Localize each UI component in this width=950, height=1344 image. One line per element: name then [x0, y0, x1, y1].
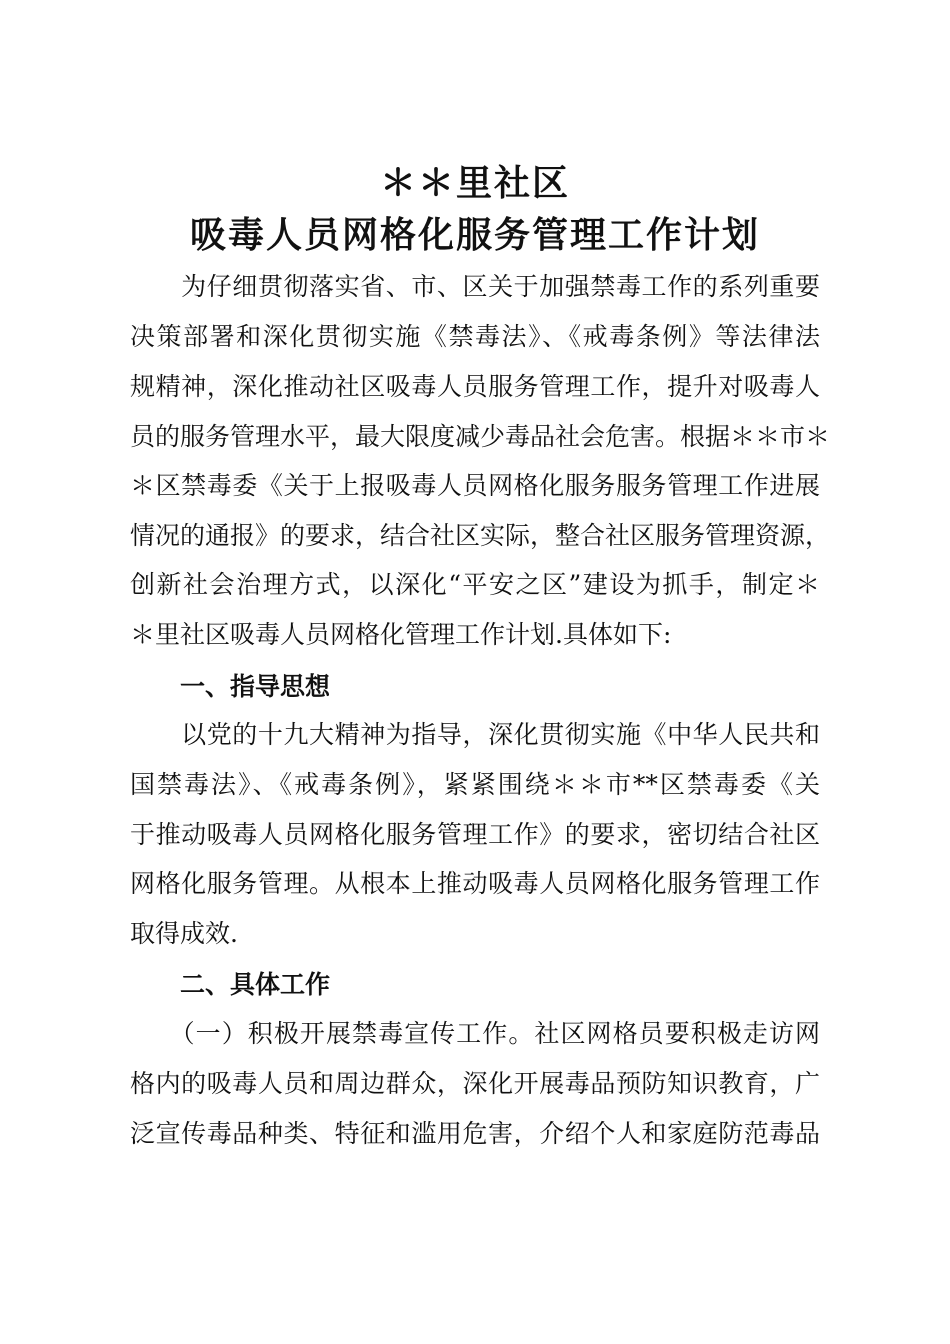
section-line: 泛宣传毒品种类、特征和滥用危害，介绍个人和家庭防范毒品: [130, 1119, 820, 1148]
document-title-line-2: 吸毒人员网格化服务管理工作计划: [189, 215, 760, 256]
section-line: 格内的吸毒人员和周边群众，深化开展毒品预防知识教育，广: [130, 1069, 820, 1098]
section-line: 于推动吸毒人员网格化服务管理工作》的要求，密切结合社区: [130, 820, 820, 849]
section-heading: 二、具体工作: [180, 970, 331, 999]
intro-line: ＊区禁毒委《关于上报吸毒人员网格化服务服务管理工作进展: [130, 471, 820, 500]
intro-line: 创新社会治理方式，以深化“平安之区”建设为抓手，制定＊: [130, 570, 820, 599]
section-heading: 一、指导思想: [180, 672, 331, 701]
section-line: 国禁毒法》、《戒毒条例》，紧紧围绕＊＊市**区禁毒委《关: [130, 770, 820, 799]
section-line: 网格化服务管理。从根本上推动吸毒人员网格化服务管理工作: [130, 869, 820, 898]
intro-line: 规精神，深化推动社区吸毒人员服务管理工作，提升对吸毒人: [130, 372, 820, 401]
intro-line: 情况的通报》的要求，结合社区实际，整合社区服务管理资源，: [130, 521, 831, 550]
section-line: （一）积极开展禁毒宣传工作。社区网格员要积极走访网: [130, 1019, 820, 1048]
document-title-line-1: ＊＊里社区: [379, 163, 570, 204]
section-line: 以党的十九大精神为指导，深化贯彻实施《中华人民共和: [130, 720, 820, 749]
intro-line: 决策部署和深化贯彻实施《禁毒法》、《戒毒条例》等法律法: [130, 322, 820, 351]
intro-line: ＊里社区吸毒人员网格化管理工作计划.具体如下:: [130, 620, 672, 649]
intro-line: 员的服务管理水平，最大限度减少毒品社会危害。根据＊＊市＊: [130, 422, 831, 451]
section-line: 取得成效.: [130, 919, 238, 948]
intro-line: 为仔细贯彻落实省、市、区关于加强禁毒工作的系列重要: [130, 272, 820, 301]
